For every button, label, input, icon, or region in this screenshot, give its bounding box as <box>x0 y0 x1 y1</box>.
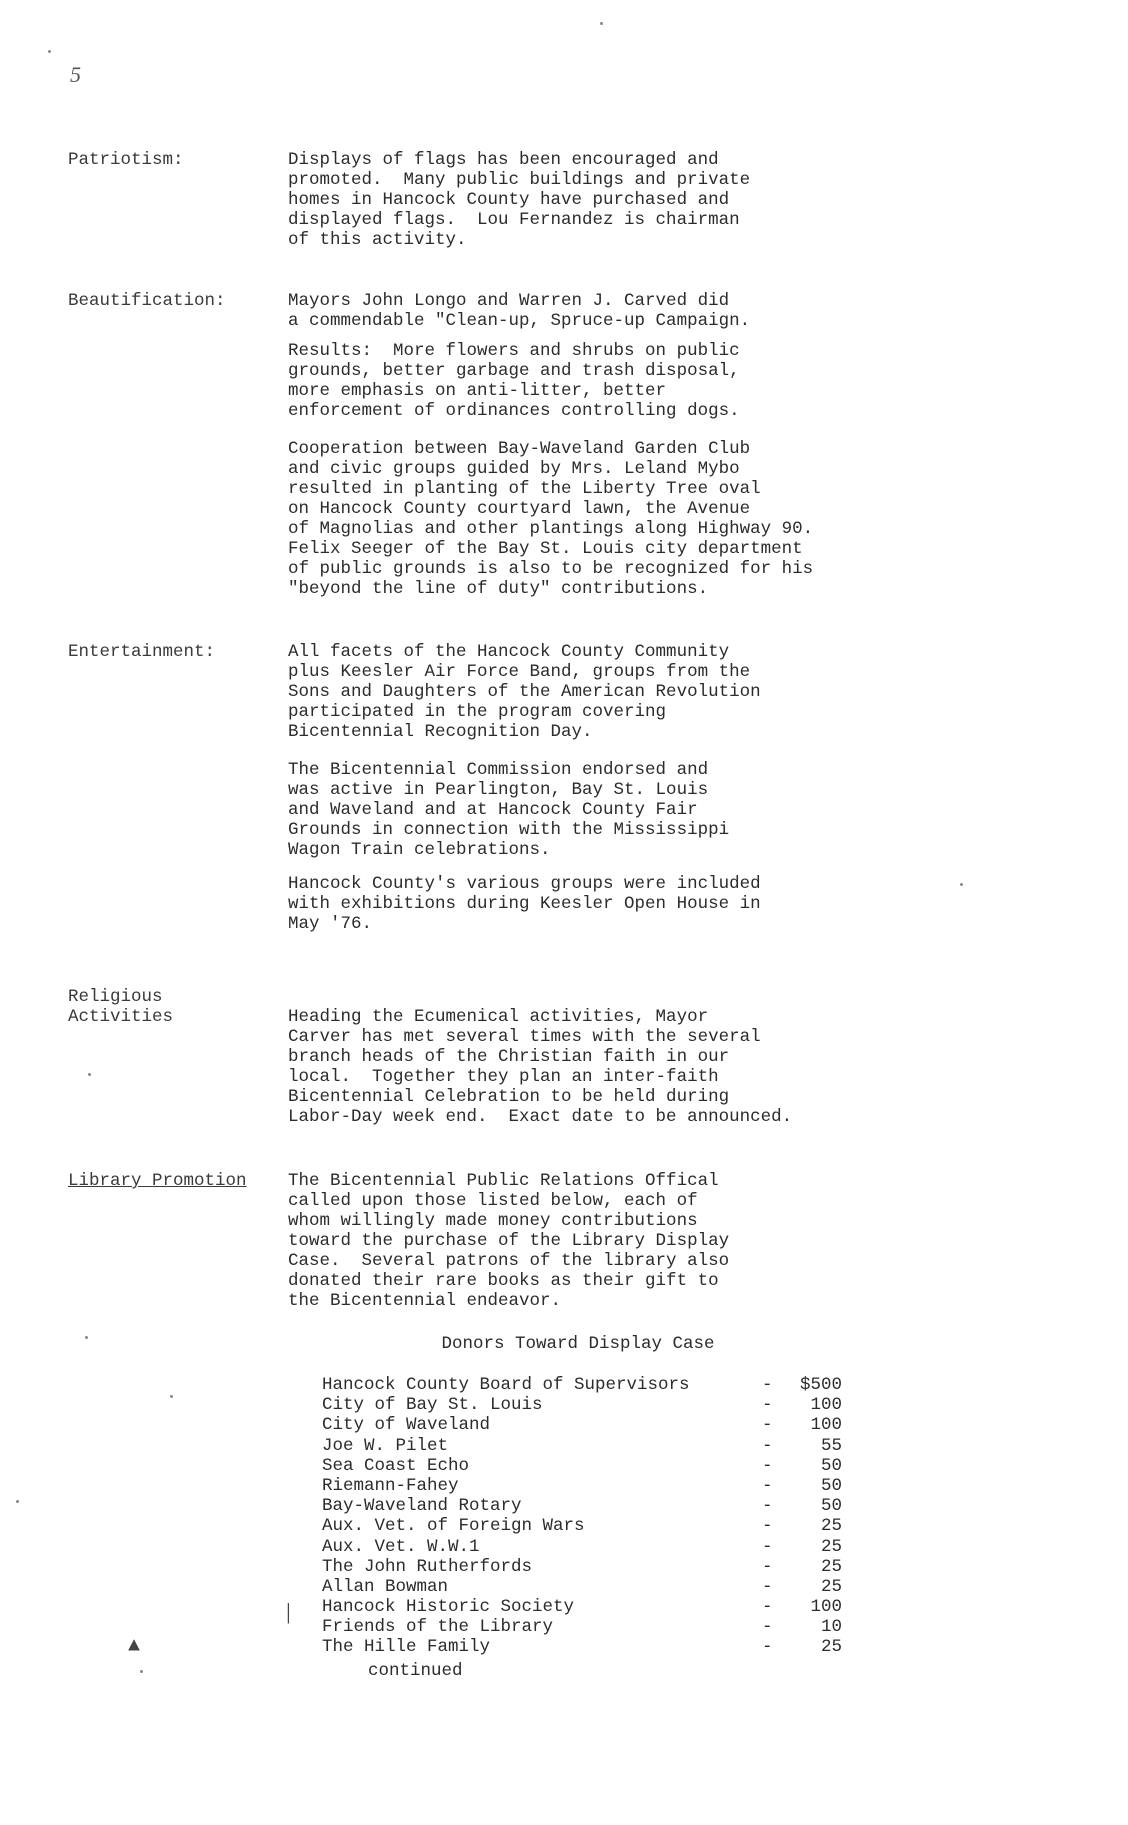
section-label-religious: Religious Activities <box>68 987 174 1027</box>
section-body-entertainment <box>288 642 928 934</box>
donor-row <box>322 1395 842 1415</box>
text-line: May '76. <box>288 914 373 934</box>
donor-amount: 100 <box>810 1395 842 1416</box>
text-line: and civic groups guided by Mrs. Leland Mybo <box>288 459 740 479</box>
text-line: resulted in planting of the Liberty Tree oval <box>288 479 761 499</box>
text-line: Mayors John Longo and Warren J. Carved did <box>288 291 730 311</box>
donor-amount: 25 <box>820 1576 842 1597</box>
donor-row <box>322 1456 842 1476</box>
text-line: Grounds in connection with the Mississippi <box>288 820 730 840</box>
donor-dash: - <box>762 1496 773 1517</box>
section-label-library: Library Promotion <box>68 1171 247 1191</box>
text-line: plus Keesler Air Force Band, groups from the <box>288 662 751 682</box>
donor-name: Hancock County Board of Supervisors <box>322 1375 690 1395</box>
donor-amount: 50 <box>820 1455 842 1476</box>
text-line: Wagon Train celebrations. <box>288 840 551 860</box>
donor-name: Riemann-Fahey <box>322 1475 459 1496</box>
text-line: Bicentennial Recognition Day. <box>288 722 593 742</box>
donor-amount: 100 <box>810 1597 842 1618</box>
text-line: Results: More flowers and shrubs on public <box>288 341 740 361</box>
donor-amount: 25 <box>820 1556 842 1577</box>
donor-name: Allan Bowman <box>322 1576 449 1597</box>
text-line: of this activity. <box>288 230 467 250</box>
section-label-patriotism: Patriotism: <box>68 150 184 170</box>
text-line: of Magnolias and other plantings along Highway 90. <box>288 519 814 539</box>
donor-dash: - <box>762 1637 773 1658</box>
donor-row <box>322 1415 842 1435</box>
text-line: of public grounds is also to be recognized for his <box>288 559 814 579</box>
scan-speck <box>960 883 963 886</box>
text-line: Felix Seeger of the Bay St. Louis city department <box>288 539 803 559</box>
donor-amount: 25 <box>820 1516 842 1537</box>
donor-name: Aux. Vet. of Foreign Wars <box>322 1516 585 1537</box>
section-label-beautification: Beautification: <box>68 291 226 311</box>
text-line: Case. Several patrons of the library also <box>288 1251 730 1271</box>
donor-dash: - <box>762 1617 773 1638</box>
donor-dash: - <box>762 1576 773 1597</box>
text-line: grounds, better garbage and trash disposal, <box>288 361 740 381</box>
text-line: Displays of flags has been encouraged and <box>288 150 719 170</box>
text-line: displayed flags. Lou Fernandez is chairman <box>288 210 740 230</box>
donor-dash: - <box>762 1475 773 1496</box>
scan-speck <box>170 1395 173 1398</box>
text-line: Labor-Day week end. Exact date to be announced. <box>288 1107 793 1127</box>
text-line: and Waveland and at Hancock County Fair <box>288 800 698 820</box>
donor-name: Hancock Historic Society <box>322 1597 575 1618</box>
donor-row <box>322 1617 842 1637</box>
text-line: homes in Hancock County have purchased and <box>288 190 730 210</box>
donor-dash: - <box>762 1415 773 1436</box>
text-line: was active in Pearlington, Bay St. Louis <box>288 780 709 800</box>
text-line: Heading the Ecumenical activities, Mayor <box>288 1007 709 1027</box>
text-line: Cooperation between Bay-Waveland Garden Club <box>288 439 751 459</box>
text-line: local. Together they plan an inter-faith <box>288 1067 719 1087</box>
scan-speck <box>88 1073 91 1076</box>
donors-list <box>322 1375 842 1658</box>
section-body-religious <box>288 1007 928 1127</box>
text-line: branch heads of the Christian faith in our <box>288 1047 730 1067</box>
section-body-library <box>288 1171 928 1311</box>
scan-speck <box>140 1670 143 1673</box>
text-line: All facets of the Hancock County Community <box>288 642 730 662</box>
scan-speck <box>16 1500 19 1503</box>
section-body-beautification <box>288 291 928 599</box>
text-line: whom willingly made money contributions <box>288 1211 698 1231</box>
text-line: The Bicentennial Commission endorsed and <box>288 760 709 780</box>
text-line: donated their rare books as their gift to <box>288 1271 719 1291</box>
donor-name: Joe W. Pilet <box>322 1435 449 1456</box>
donor-row <box>322 1537 842 1557</box>
donor-name: Sea Coast Echo <box>322 1455 470 1476</box>
donor-dash: - <box>762 1556 773 1577</box>
margin-tick: │ <box>283 1604 294 1624</box>
scan-speck <box>85 1336 88 1339</box>
text-line: enforcement of ordinances controlling dogs. <box>288 401 740 421</box>
donor-amount: 55 <box>820 1435 842 1456</box>
donor-dash: - <box>762 1375 773 1395</box>
text-line: "beyond the line of duty" contributions. <box>288 579 709 599</box>
donor-row <box>322 1516 842 1536</box>
donor-amount: 25 <box>820 1536 842 1557</box>
section-label-entertainment: Entertainment: <box>68 642 216 662</box>
donor-amount: $500 <box>799 1375 842 1395</box>
donor-amount: 50 <box>820 1496 842 1517</box>
donor-amount: 10 <box>820 1617 842 1638</box>
donor-amount: 50 <box>820 1475 842 1496</box>
donor-dash: - <box>762 1516 773 1537</box>
donor-name: The John Rutherfords <box>322 1556 533 1577</box>
scan-blot: ▲ <box>128 1635 141 1658</box>
donor-dash: - <box>762 1597 773 1618</box>
donor-row <box>322 1577 842 1597</box>
text-line: participated in the program covering <box>288 702 667 722</box>
text-line: Carver has met several times with the several <box>288 1027 761 1047</box>
donor-row <box>322 1476 842 1496</box>
text-line: The Bicentennial Public Relations Offical <box>288 1171 719 1191</box>
text-line: toward the purchase of the Library Display <box>288 1231 730 1251</box>
text-line: promoted. Many public buildings and private <box>288 170 751 190</box>
text-line: a commendable "Clean-up, Spruce-up Campaign. <box>288 311 751 331</box>
text-line: with exhibitions during Keesler Open House in <box>288 894 761 914</box>
donor-name: The Hille Family <box>322 1637 491 1658</box>
donor-name: Friends of the Library <box>322 1617 554 1638</box>
donor-name: City of Waveland <box>322 1415 491 1436</box>
donor-dash: - <box>762 1395 773 1416</box>
donors-heading: Donors Toward Display Case <box>441 1334 715 1354</box>
donor-amount: 25 <box>820 1637 842 1658</box>
scan-speck <box>600 22 603 25</box>
continued-note: continued <box>368 1661 463 1681</box>
donor-name: Aux. Vet. W.W.1 <box>322 1536 480 1557</box>
text-line: on Hancock County courtyard lawn, the Avenue <box>288 499 751 519</box>
donor-amount: 100 <box>810 1415 842 1436</box>
page-number: 5 <box>70 62 81 87</box>
section-body-patriotism <box>288 150 928 250</box>
donor-dash: - <box>762 1536 773 1557</box>
donor-dash: - <box>762 1435 773 1456</box>
donor-row <box>322 1557 842 1577</box>
donor-row <box>322 1637 842 1657</box>
donor-row <box>322 1436 842 1456</box>
text-line: the Bicentennial endeavor. <box>288 1291 562 1311</box>
donor-dash: - <box>762 1455 773 1476</box>
donor-name: Bay-Waveland Rotary <box>322 1496 522 1517</box>
donor-name: City of Bay St. Louis <box>322 1395 543 1416</box>
donor-row <box>322 1375 842 1395</box>
scan-speck <box>48 50 51 53</box>
donor-row <box>322 1597 842 1617</box>
text-line: Sons and Daughters of the American Revolution <box>288 682 761 702</box>
text-line: Hancock County's various groups were included <box>288 874 761 894</box>
text-line: more emphasis on anti-litter, better <box>288 381 667 401</box>
donor-row <box>322 1496 842 1516</box>
text-line: Bicentennial Celebration to be held during <box>288 1087 730 1107</box>
text-line: called upon those listed below, each of <box>288 1191 698 1211</box>
